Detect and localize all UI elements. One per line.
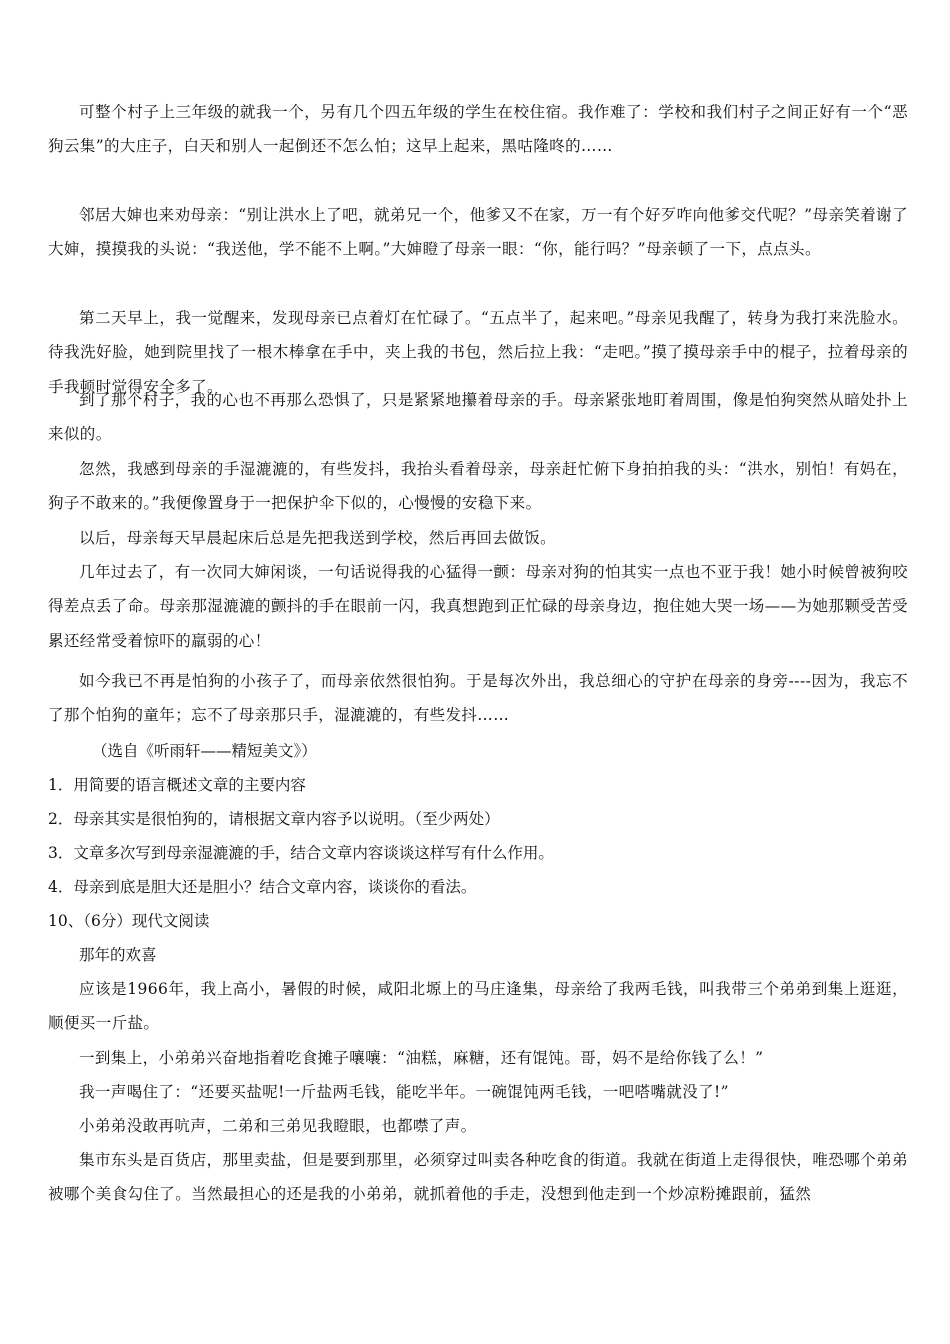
question-2: 2．母亲其实是很怕狗的，请根据文章内容予以说明。（至少两处） [48, 810, 500, 828]
passage1-paragraph-8: 如今我已不再是怕狗的小孩子了，而母亲依然很怕狗。于是每次外出，我总细心的守护在母亲的身旁----因为，我忘不了那个怕狗的童年；忘不了母亲那只手，湿漉漉的，有些发抖…… [48, 672, 908, 725]
passage1-paragraph-7: 几年过去了，有一次同大婶闲谈，一句话说得我的心猛得一颤：母亲对狗的怕其实一点也不亚于我！她小时候曾被狗咬得差点丢了命。母亲那湿漉漉的颤抖的手在眼前一闪，我真想跑到正忙碌的母亲身边，抱住她大哭一场——为她那颗受苦受累还经常受着惊吓的羸弱的心！ [48, 563, 908, 650]
section-10-heading: 10、（6分）现代文阅读 [48, 912, 210, 930]
section-10-paragraph-2: 一到集上，小弟弟兴奋地指着吃食摊子嚷嚷：“油糕，麻糖，还有馄饨。哥，妈不是给你钱了么！” [79, 1049, 764, 1067]
passage1-paragraph-5: 忽然，我感到母亲的手湿漉漉的，有些发抖，我抬头看着母亲，母亲赶忙俯下身拍拍我的头：“洪水，别怕！有妈在，狗子不敢来的。”我便像置身于一把保护伞下似的，心慢慢的安稳下来。 [48, 460, 908, 513]
section-10-paragraph-3: 我一声喝住了：“还要买盐呢!一斤盐两毛钱，能吃半年。一碗馄饨两毛钱，一吧嗒嘴就没了!” [79, 1083, 730, 1101]
question-1: 1．用简要的语言概述文章的主要内容 [48, 776, 306, 794]
question-3: 3．文章多次写到母亲湿漉漉的手，结合文章内容谈谈这样写有什么作用。 [48, 844, 554, 862]
section-10-paragraph-1: 应该是1966年，我上高小，暑假的时候，咸阳北塬上的马庄逢集，母亲给了我两毛钱，叫我带三个弟弟到集上逛逛，顺便买一斤盐。 [48, 980, 908, 1033]
section-10-paragraph-5: 集市东头是百货店，那里卖盐，但是要到那里，必须穿过叫卖各种吃食的街道。我就在街道上走得很快，唯恐哪个弟弟被哪个美食勾住了。当然最担心的还是我的小弟弟，就抓着他的手走，没想到他走到一个炒凉粉摊跟前，猛然 [48, 1151, 908, 1204]
passage1-paragraph-3: 第二天早上，我一觉醒来，发现母亲已点着灯在忙碌了。“五点半了，起来吧。”母亲见我醒了，转身为我打来洗脸水。待我洗好脸，她到院里找了一根木棒拿在手中，夹上我的书包，然后拉上我：“走吧。”摸了摸母亲手中的棍子，拉着母亲的手我顿时觉得安全多了。 [48, 309, 908, 396]
passage1-source: （选自《听雨轩——精短美文》） [92, 742, 317, 760]
section-10-article-title: 那年的欢喜 [79, 946, 157, 964]
question-4: 4．母亲到底是胆大还是胆小？结合文章内容，谈谈你的看法。 [48, 878, 477, 896]
passage1-paragraph-4: 到了那个村子，我的心也不再那么恐惧了，只是紧紧地攥着母亲的手。母亲紧张地盯着周围，像是怕狗突然从暗处扑上来似的。 [48, 391, 908, 444]
passage1-paragraph-6: 以后，母亲每天早晨起床后总是先把我送到学校，然后再回去做饭。 [79, 529, 557, 547]
passage1-paragraph-1: 可整个村子上三年级的就我一个，另有几个四五年级的学生在校住宿。我作难了：学校和我们村子之间正好有一个“恶狗云集”的大庄子，白天和别人一起倒还不怎么怕；这早上起来，黑咕隆咚的…… [48, 103, 908, 156]
passage1-paragraph-2: 邻居大婶也来劝母亲：“别让洪水上了吧，就弟兄一个，他爹又不在家，万一有个好歹咋向他爹交代呢？”母亲笑着谢了大婶，摸摸我的头说：“我送他，学不能不上啊。”大婶瞪了母亲一眼：“你，能行吗？”母亲顿了一下，点点头。 [48, 206, 908, 259]
section-10-paragraph-4: 小弟弟没敢再吭声，二弟和三弟见我瞪眼，也都噤了声。 [79, 1117, 477, 1135]
